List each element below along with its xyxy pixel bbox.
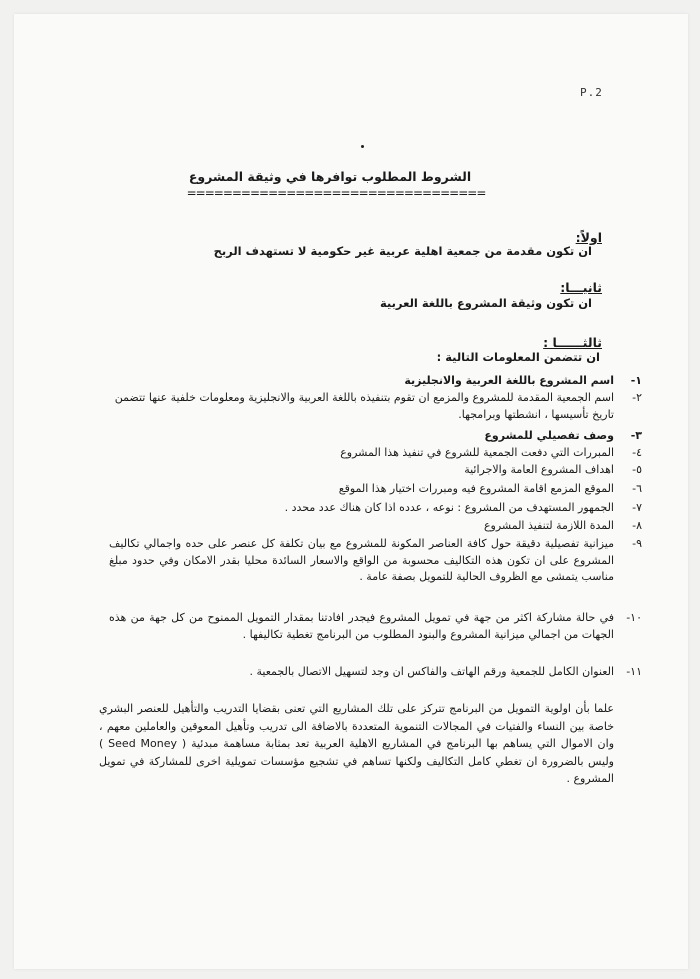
list-item (109, 373, 642, 390)
list-item-text: وصف تفصيلي للمشروع (484, 429, 614, 442)
list-item (109, 390, 642, 423)
list-item (109, 445, 642, 462)
title-underline-rule: ================================= (186, 186, 486, 200)
list-item (109, 462, 642, 479)
section-heading-first: اولاً: (575, 230, 602, 245)
page-number: P.2 (580, 86, 603, 99)
section-text-second: ان تكون وثيقة المشروع باللغة العربية (379, 296, 592, 310)
closing-paragraph: علما بأن اولوية التمويل من البرنامج تتركز على تلك المشاريع التي تعنى بقضايا التدريب والتأهيل للعنصر البشري خاصة بين النساء والفتيات في المجالات التنموية المتعددة بالاضافة الى تدريب وتأهيل المعوقين والعاملين معهم ، وان الاموال التي يساهم بها البرنامج في المشاريع الاهلية العربية تعد بمثابة مساهمة مبدئية ( Seed Money ) وليس بالضرورة ان تغطي كامل التكاليف ولكنها تساهم في تشجيع مؤسسات تمويلية اخرى للمشاركة في تمويل المشروع . (99, 702, 615, 785)
list-item-number: ٩- (632, 537, 642, 550)
list-item-text: المبررات التي دفعت الجمعية للشروع في تنفيذ هذا المشروع (340, 446, 614, 459)
list-item (109, 481, 642, 498)
section-intro-third: ان تتضمن المعلومات التالية : (436, 350, 600, 364)
section-heading-third: ثالثــــــا : (543, 335, 602, 350)
list-item-text: اسم المشروع باللغة العربية والانجليزية (404, 374, 614, 387)
list-item (109, 428, 642, 445)
list-item (109, 610, 642, 643)
list-item (109, 536, 642, 586)
list-item-text: الموقع المزمع اقامة المشروع فيه ومبررات اختيار هذا الموقع (338, 482, 614, 495)
list-item-text: الجمهور المستهدف من المشروع : نوعه ، عدده اذا كان هناك عدد محدد . (284, 501, 614, 514)
section-text-first: ان تكون مقدمة من جمعية اهلية عربية غير حكومية لا تستهدف الربح (213, 244, 592, 258)
list-item-number: ٢- (632, 391, 642, 404)
list-item-number: ١٠- (626, 611, 642, 624)
list-item-number: ٥- (632, 463, 642, 476)
list-item-number: ١- (630, 374, 642, 387)
list-item-number: ٤- (632, 446, 642, 459)
list-item-text: اسم الجمعية المقدمة للمشروع والمزمع ان تقوم بتنفيذه باللغة العربية والانجليزية ومعلومات خلفية عنها تتضمن تاريخ تأسيسها ، انشطتها وبرامجها. (114, 391, 614, 421)
list-item (109, 500, 642, 517)
list-item-number: ٣- (630, 429, 642, 442)
list-item-text: العنوان الكامل للجمعية ورقم الهاتف والفاكس ان وجد لتسهيل الاتصال بالجمعية . (249, 665, 614, 678)
list-item-number: ١١- (626, 665, 642, 678)
document-title: الشروط المطلوب توافرها في وثيقة المشروع (188, 169, 472, 184)
list-item-text: ميزانية تفصيلية دقيقة حول كافة العناصر المكونة للمشروع مع بيان تكلفة كل عنصر على حده واجمالي تكاليف المشروع على ان تكون هذه التكاليف محسوبة من الواقع والاسعار السائدة محليا بقدر الامكان وفي حدود مبلغ مناسب يتمشى مع الظروف الحالية للتمويل بصفة عامة . (109, 537, 614, 583)
list-item-text: في حالة مشاركة اكثر من جهة في تمويل المشروع فيجدر افادتنا بمقدار التمويل الممنوح من كل جهة من هذه الجهات من اجمالي ميزانية المشروع والبنود المطلوب من البرنامج تغطية تكاليفها . (109, 611, 614, 641)
list-item-number: ٨- (632, 519, 642, 532)
list-item (109, 518, 642, 535)
scan-dot (361, 145, 364, 148)
list-item-number: ٦- (632, 482, 642, 495)
list-item-text: اهداف المشروع العامة والاجرائية (464, 463, 614, 476)
section-heading-second: ثانيـــا: (560, 280, 602, 295)
list-item-number: ٧- (632, 501, 642, 514)
list-item-text: المدة اللازمة لتنفيذ المشروع (483, 519, 614, 532)
list-item (109, 664, 642, 681)
